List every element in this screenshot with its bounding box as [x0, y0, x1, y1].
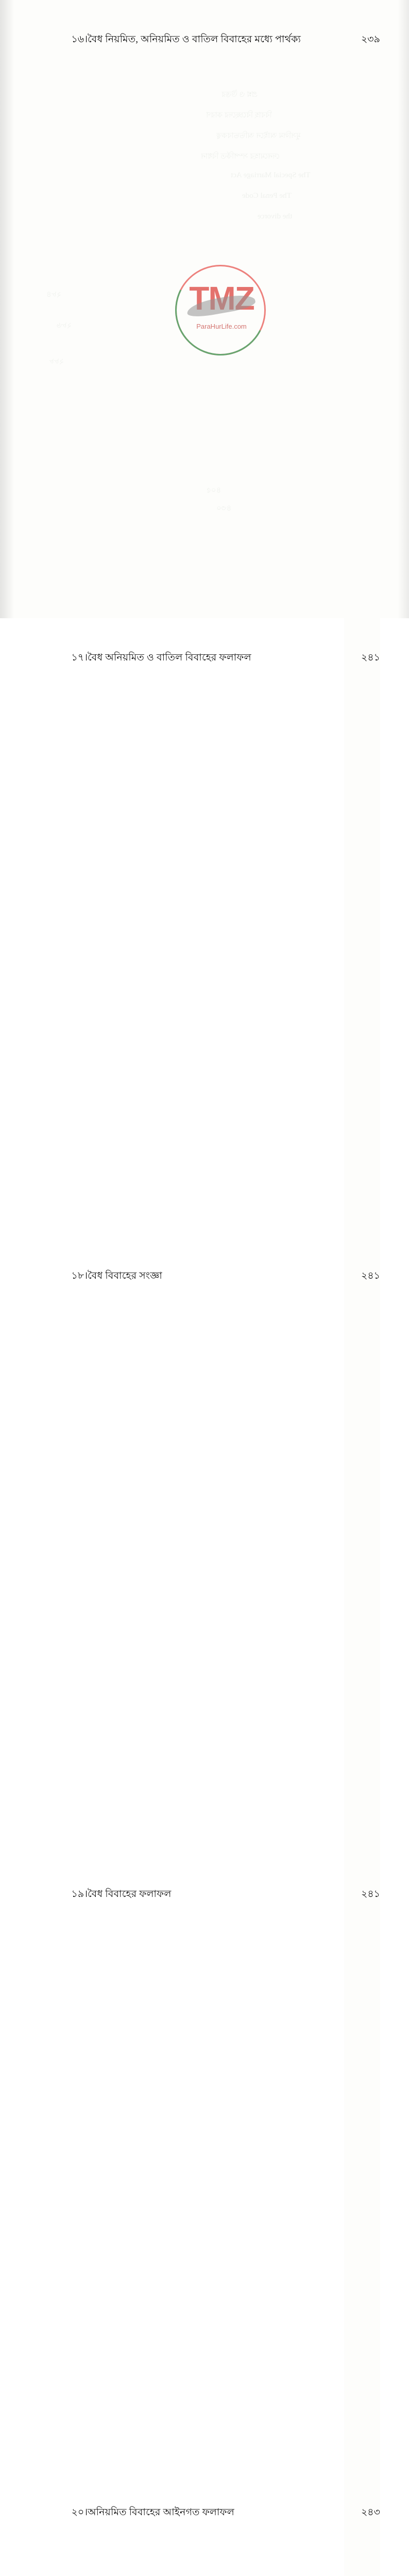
- table-row[interactable]: [29, 1887, 380, 2505]
- bleed-line: ৪৩০: [216, 504, 232, 513]
- entry-title: বৈধ নিয়মিত, অনিয়মিত ও বাতিল বিবাহের মধ্যে পার্থক্য: [88, 34, 301, 45]
- bleed-line: The Penal Code: [242, 192, 292, 200]
- table-row[interactable]: [29, 1268, 380, 1887]
- table-row[interactable]: [29, 650, 380, 1268]
- bleed-line: দেনমোহর সম্পর্কিত বিধান: [201, 152, 280, 161]
- entry-number: ১৮।: [71, 1270, 88, 1281]
- entry-prefix: [29, 2505, 49, 2576]
- table-row[interactable]: [29, 32, 380, 650]
- entry-number: ১৯।: [71, 1889, 88, 1900]
- bleed-line: ২৮৪: [46, 291, 62, 299]
- table-row[interactable]: [29, 2505, 380, 2576]
- entry-prefix: [29, 1268, 49, 1887]
- bleed-line: the divorce: [258, 212, 293, 221]
- entry-page: ২৪১: [344, 1887, 380, 2505]
- entry-title: বৈধ অনিয়মিত ও বাতিল বিবাহের ফলাফল: [88, 652, 251, 663]
- watermark-brand-text: TMZ: [189, 280, 254, 317]
- table-of-contents: [29, 32, 380, 2576]
- entry-number: ১৭।: [71, 652, 88, 663]
- toc-content: [29, 32, 380, 2576]
- entry-title: বৈধ বিবাহের ফলাফল: [88, 1889, 172, 1900]
- page-left-shadow: [0, 0, 14, 618]
- entry-prefix: [29, 650, 49, 1268]
- bleed-line: ৪০৫: [206, 486, 221, 495]
- entry-title: বৈধ বিবাহের সংজ্ঞা: [88, 1270, 162, 1281]
- entry-page: ২৪১: [344, 650, 380, 1268]
- bleed-line: প্রশ্ন ও উত্তর: [221, 91, 258, 99]
- bleed-line: বিবাহ বিচ্ছেদের কারণ: [206, 111, 272, 120]
- entry-page: ২৪৩: [344, 2505, 380, 2576]
- entry-page: ২৩৯: [344, 32, 380, 650]
- entry-number: ১৬।: [71, 34, 88, 45]
- entry-number: ২০।: [71, 2507, 88, 2518]
- page-right-shadow: [398, 0, 409, 618]
- watermark-site-text: ParaHurLife.com: [196, 323, 247, 330]
- entry-page: ২৪১: [344, 1268, 380, 1887]
- bleed-line: The Special Marriage Act: [231, 171, 311, 179]
- bleed-line: মুসলিম আইনে অভিভাবকত্ব: [216, 132, 301, 140]
- entry-prefix: [29, 1887, 49, 2505]
- bleed-line: ২৮৬: [57, 321, 72, 330]
- bleed-line: ২৮৮: [49, 358, 64, 366]
- entry-prefix: [29, 32, 49, 650]
- entry-title: অনিয়মিত বিবাহের আইনগত ফলাফল: [88, 2507, 234, 2518]
